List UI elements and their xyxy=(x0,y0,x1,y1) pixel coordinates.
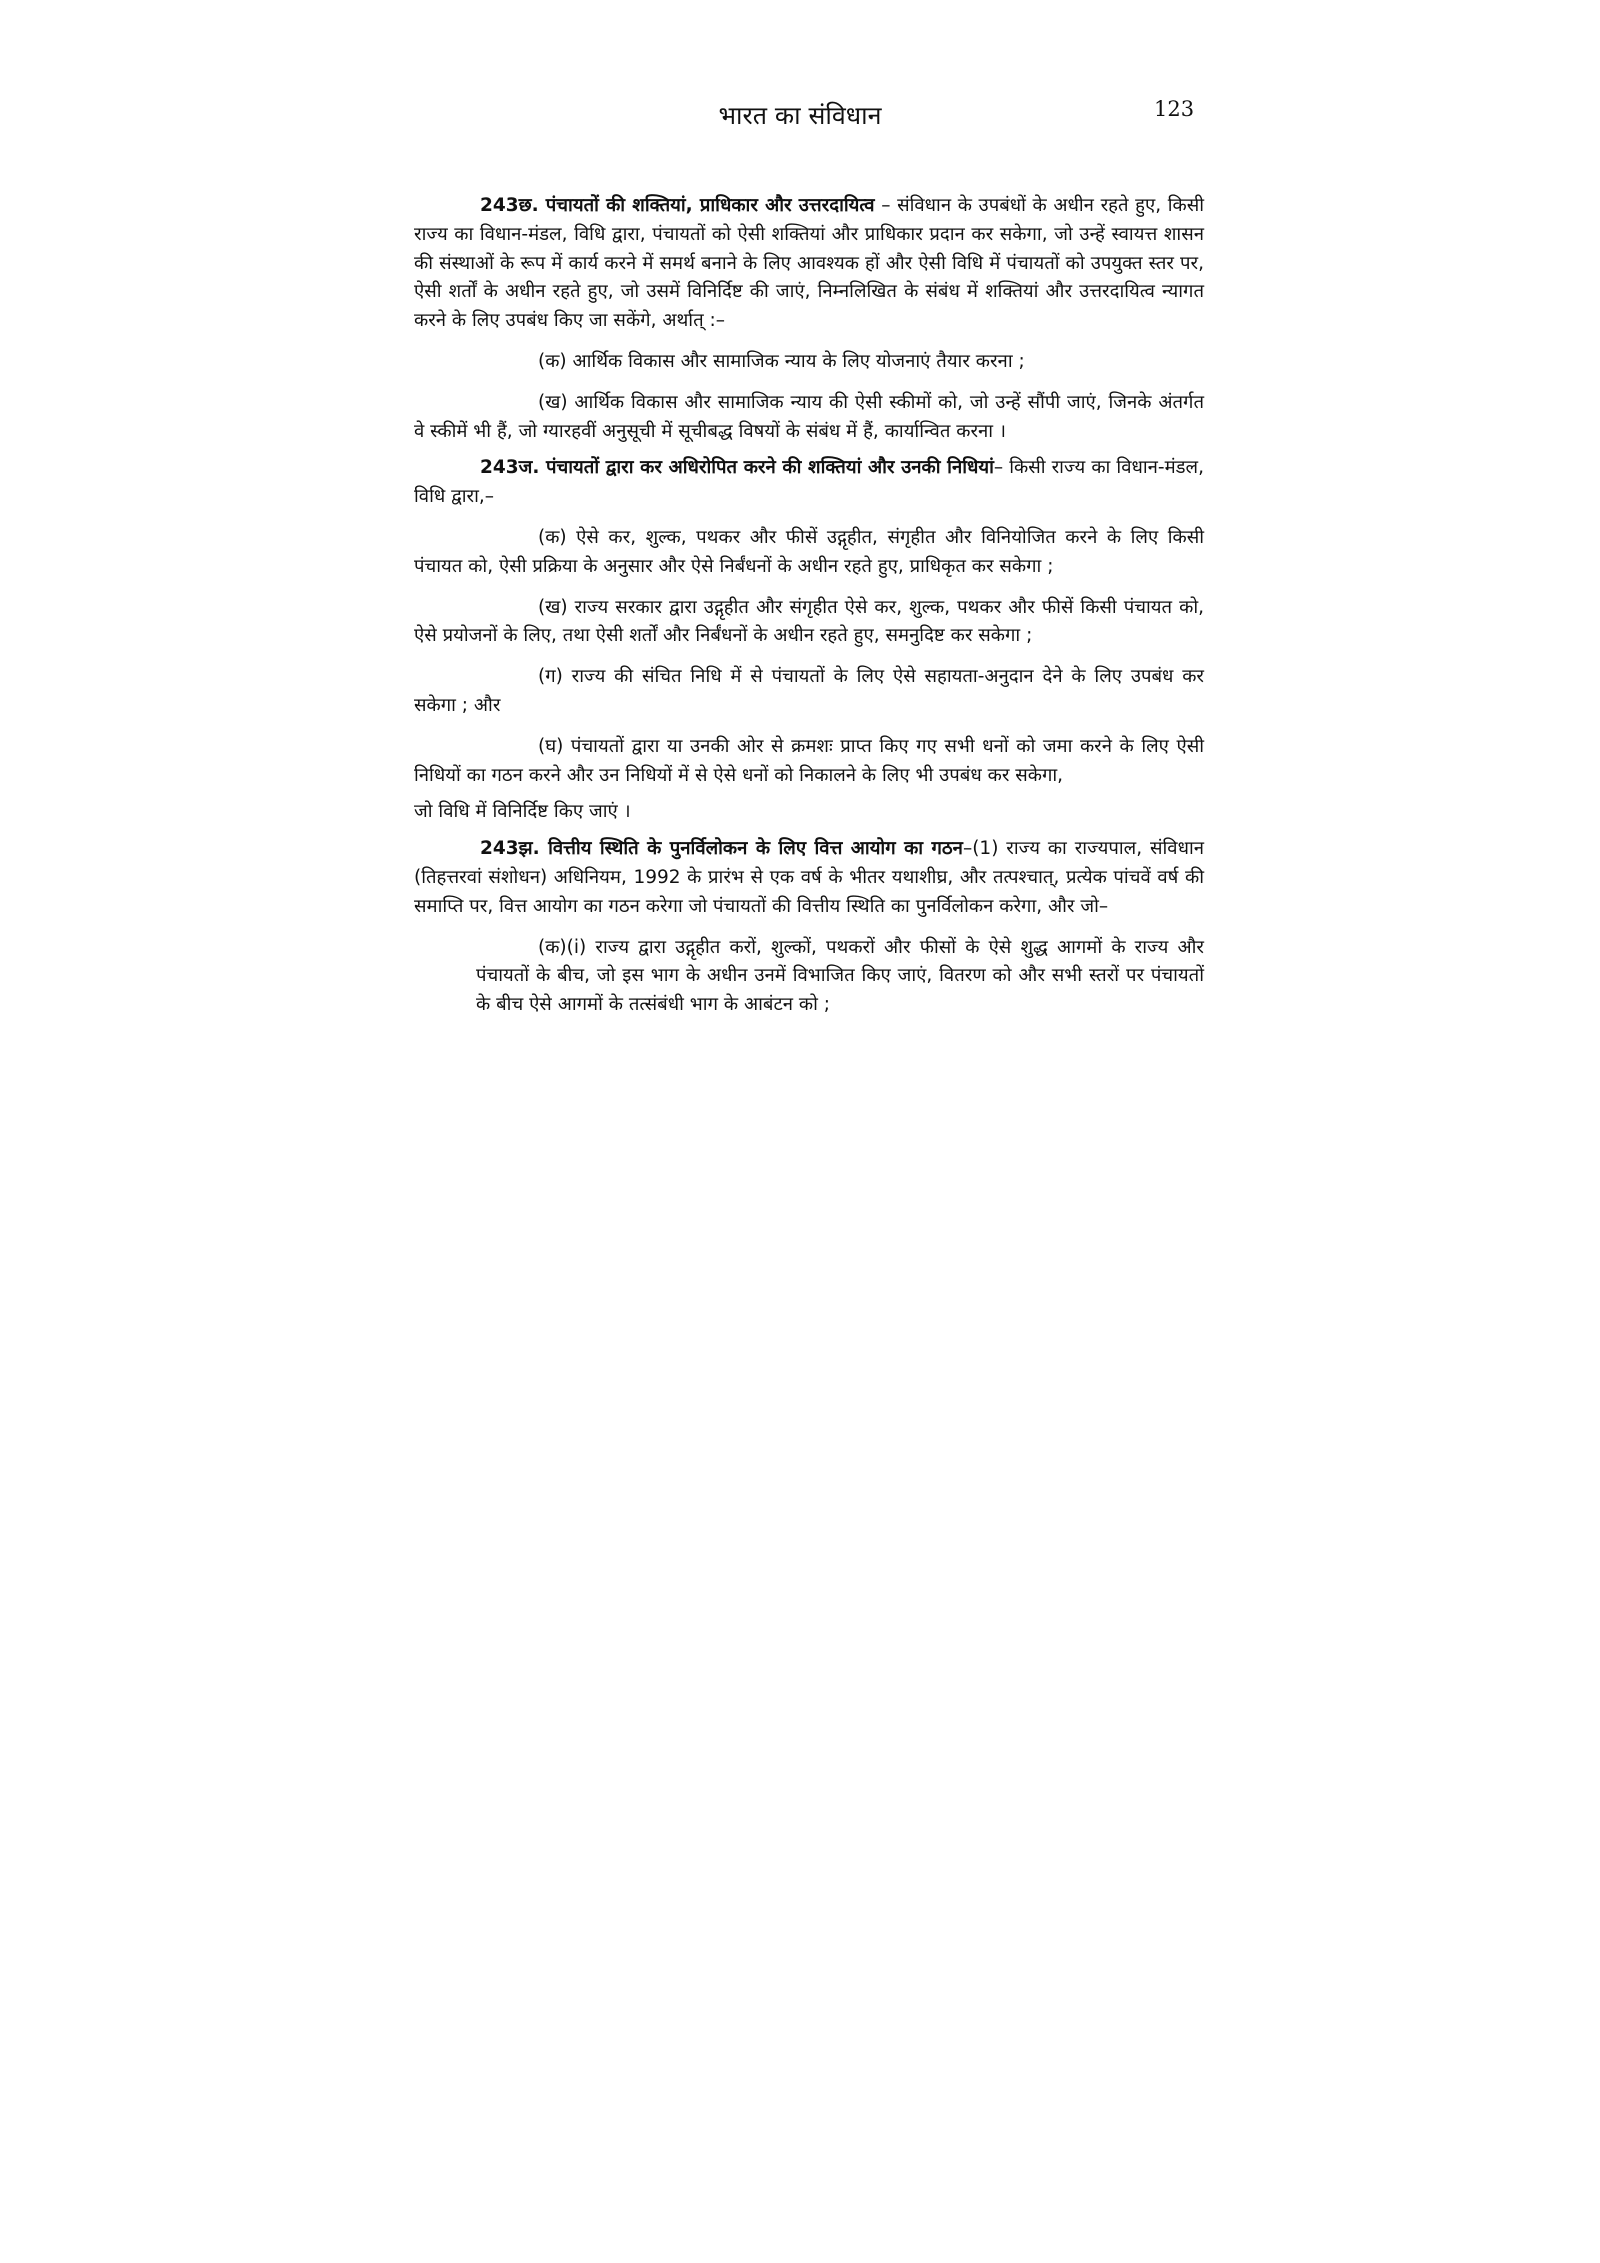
section-243i-heading: 243झ. वित्तीय स्थिति के पुनर्विलोकन के लिए वित्त आयोग का गठन xyxy=(480,838,963,860)
page-number: 123 xyxy=(1154,97,1195,121)
section-243g-body: – संविधान के उपबंधों के अधीन रहते हुए, किसी राज्य का विधान-मंडल, विधि द्वारा, पंचायतों को ऐसी शक्तियां और प्राधिकार प्रदान कर सकेगा, जो उन्हें स्वायत्त शासन की संस्थाओं के रूप में कार्य करने में समर्थ बनाने के लिए आवश्यक हों और ऐसी विधि में पंचायतों को उपयुक्त स्तर पर, ऐसी शर्तों के अधीन रहते हुए, जो उसमें विनिर्दिष्ट की जाएं, निम्नलिखित के संबंध में शक्तियां और उत्तरदायित्व न्यागत करने के लिए उपबंध किए जा सकेंगे, अर्थात् :– xyxy=(414,195,1204,332)
section-243i-paragraph xyxy=(414,835,1204,921)
section-243i-body: –(1) राज्य का राज्यपाल, संविधान (तिहत्तरवां संशोधन) अधिनियम, 1992 के प्रारंभ से एक वर्ष के भीतर यथाशीघ्र, और तत्पश्चात्, प्रत्येक पांचवें वर्ष की समाप्ति पर, वित्त आयोग का गठन करेगा जो पंचायतों की वित्तीय स्थिति का पुनर्विलोकन करेगा, और जो– xyxy=(414,838,1205,917)
clause-243h-c: (ग) राज्य की संचित निधि में से पंचायतों के लिए ऐसे सहायता-अनुदान देने के लिए उपबंध कर सकेगा ; और xyxy=(414,666,1204,716)
section-243h-paragraph xyxy=(414,454,1204,512)
section-243g-paragraph xyxy=(414,192,1204,336)
clause-243g-b: (ख) आर्थिक विकास और सामाजिक न्याय की ऐसी स्कीमों को, जो उन्हें सौंपी जाएं, जिनके अंतर्गत वे स्कीमें भी हैं, जो ग्यारहवीं अनुसूची में सूचीबद्ध विषयों के संबंध में हैं, कार्यान्वित करना । xyxy=(414,391,1204,442)
section-243h-heading: 243ज. पंचायतों द्वारा कर अधिरोपित करने की शक्तियां और उनकी निधियां xyxy=(480,457,994,479)
clause-243g-a: (क) आर्थिक विकास और सामाजिक न्याय के लिए योजनाएं तैयार करना ; xyxy=(538,350,1025,372)
section-243h-body: – किसी राज्य का विधान-मंडल, विधि द्वारा,– xyxy=(414,457,1204,508)
page-title: भारत का संविधान xyxy=(718,101,882,130)
clause-243h-a: (क) ऐसे कर, शुल्क, पथकर और फीसें उद्गृहीत, संगृहीत और विनियोजित करने के लिए किसी पंचायत को, ऐसी प्रक्रिया के अनुसार और ऐसे निर्बंधनों के अधीन रहते हुए, प्राधिकृत कर सकेगा ; xyxy=(414,526,1204,577)
clause-243h-d: (घ) पंचायतों द्वारा या उनकी ओर से क्रमशः प्राप्त किए गए सभी धनों को जमा करने के लिए ऐसी निधियों का गठन करने और उन निधियों में से ऐसे धनों को निकालने के लिए भी उपबंध कर सकेगा, xyxy=(414,735,1204,786)
section-243h-closing: जो विधि में विनिर्दिष्ट किए जाएं । xyxy=(414,801,631,823)
clause-243h-b: (ख) राज्य सरकार द्वारा उद्गृहीत और संगृहीत ऐसे कर, शुल्क, पथकर और फीसें किसी पंचायत को, ऐसे प्रयोजनों के लिए, तथा ऐसी शर्तों और निर्बंधनों के अधीन रहते हुए, समनुदिष्ट कर सकेगा ; xyxy=(414,596,1204,647)
document-body xyxy=(414,192,1204,1020)
section-243g-heading: 243छ. पंचायतों की शक्तियां, प्राधिकार और उत्तरदायित्व xyxy=(480,195,875,216)
clause-243i-a-i: (क)(i) राज्य द्वारा उद्गृहीत करों, शुल्कों, पथकरों और फीसों के ऐसे शुद्ध आगमों के राज्य और पंचायतों के बीच, जो इस भाग के अधीन उनमें विभाजित किए जाएं, वितरण को और सभी स्तरों पर पंचायतों के बीच ऐसे आगमों के तत्संबंधी भाग के आबंटन को ; xyxy=(476,936,1204,1016)
